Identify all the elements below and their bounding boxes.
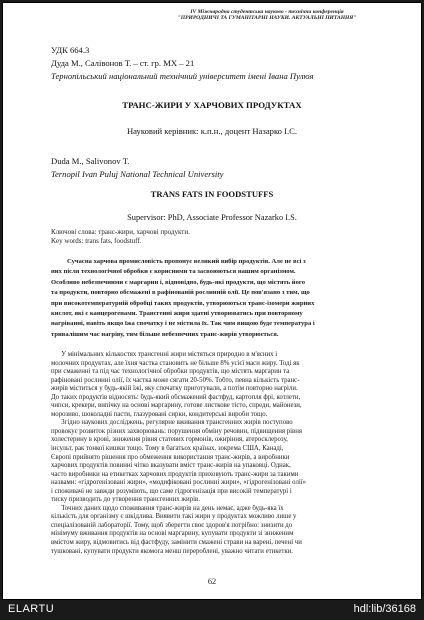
title-en: TRANS FATS IN FOODSTUFFS <box>150 189 274 199</box>
body-line: Європі прийнято рішення про обмеження використання транс-жирів, а виробники <box>51 453 290 461</box>
abstract-line: них після технологічної обробки є корисними та засвоюються нашим організмом. <box>51 268 296 276</box>
supervisor-ua: Науковий керівник: к.п.н., доцент Назарко І.С. <box>126 126 298 136</box>
body-line: До таких продуктів відносять: будь-який обсмажений фастфуд, картопля фрі, котлети, <box>51 393 301 401</box>
body-line: кількість для організму є шкідлива. Виявити такі жири у продуктах можливо лише у <box>51 513 297 521</box>
udc-code: УДК 664.3 <box>51 45 90 55</box>
institution-ua: Тернопільський національний технічний університет імені Івана Пулюя <box>51 71 314 81</box>
abstract-paragraph <box>51 257 399 340</box>
body-line: інсульт, рак тонкої кишки тощо. Тому в багатьох країнах, зокрема США, Канаді, <box>51 445 284 453</box>
body-line: чипси, крекери, випічку на основі маргарину, готове листкове тісто, спреди, майонези, <box>51 402 302 410</box>
body-line: вмістом жиру, відмовитись від фастфуду, замінити смажені страви на варені, печені чи <box>51 539 302 547</box>
body-line: Точних даних щодо споживання транс-жирів на день немає, адже будь-яка їх <box>51 504 284 512</box>
body-line: рафіновані рослинні олії, їх частка може сягати 20-50%. Тобто, певна кількість транс- <box>51 376 300 384</box>
repository-label: ELARTU <box>8 603 55 615</box>
body-line: У мінімальних кількостях трансгенні жири містяться природно в м'ясних і <box>51 351 278 358</box>
body-line: назвами: «гідрогенізовані жири», «модифіковані рослинні жири», «гідрогенізовані олії» <box>51 479 307 487</box>
keywords-ua: Ключові слова: транс-жири, харчові продукти. <box>51 228 190 236</box>
body-line: молочних продуктах, але їхня частка становить не більше 8% усієї маси жиру. Тоді як <box>51 359 300 367</box>
body-line: Згідно наукових досліджень, регулярне вживання трансгенних жирів поступово <box>51 419 293 427</box>
conference-line-1: IV Міжнародна студентська науково - технічна конференція <box>190 9 344 15</box>
conference-line-2: "ПРИРОДНИЧІ ТА ГУМАНІТАРНІ НАУКИ. АКТУАЛЬНІ ПИТАННЯ" <box>177 15 357 22</box>
body-line: жирів міститься у будь-якій їжі, яку спочатку приготували, а потім повторно нагріли. <box>51 385 298 393</box>
abstract-line: нагріванні, навіть якщо їжа спочатку і не містила їх. Так чим вищою буде температура і <box>51 320 315 328</box>
authors-ua: Дуда М., Салівонов Т. – ст. гр. МХ – 21 <box>51 58 195 68</box>
document-page <box>2 2 422 600</box>
body-line: часто виробники на етикетках харчових продуктів приховують транс-жири за такими <box>51 470 299 478</box>
abstract-line: тривалішим час нагріву, тим більше небезпечних транс-жирів утворюється. <box>51 330 279 338</box>
abstract-line: кислот, які є канцерогенами. Трансгенні жири здатні утворюватись при повторному <box>51 310 303 318</box>
body-line: спеціалізованій лабораторії. Тому, щоб зберегти своє здоров'я потрібно: знизити до <box>51 521 293 529</box>
page-number: 62 <box>207 577 217 586</box>
body-line: холестерину в крові, зниження рівня статевих гормонів, ожиріння, атеросклерозу, <box>51 436 288 444</box>
authors-en: Duda M., Salivonov T. <box>51 156 130 166</box>
body-line: тиску призводить до утворення трансгенних жирів. <box>51 496 200 504</box>
handle-link[interactable]: hdl:lib/36168 <box>353 603 416 615</box>
body-line: морозиво, шоколадні пасти, глазуровані сирки, кондитерські вироби тощо. <box>51 410 268 418</box>
body-line: провокує розвиток різних захворювань: порушення обміну речовин, підвищення рівня <box>51 427 302 435</box>
keywords-en: Key words: trans fats, foodstuff. <box>51 237 142 245</box>
body-text <box>51 351 399 556</box>
body-line: мінімуму вживання продуктів на основі маргарину, купувати продукти зі зниженим <box>51 530 294 538</box>
conference-header <box>137 9 397 22</box>
body-line: тушковані, купувати продукти якомога менш перероблені, уважно читати етикетки. <box>51 547 293 555</box>
supervisor-en: Supervisor: PhD, Associate Professor Nazarko I.S. <box>127 213 297 222</box>
abstract-line: Особливо небезпечними є маргарин і, відповідно, будь-які продукти, що містять його <box>51 278 306 286</box>
body-line: при смаженні та під час технологічної обробки продуктів, що містять маргарин та <box>51 368 290 376</box>
abstract-line: та продукти, повторно обсмажені в рафінованій рослинній олії. Це пов'язано з тим, що <box>51 289 310 297</box>
body-line: харчових продуктів повинні чітко вказувати вміст транс-жирів на упаковці. Однак, <box>51 462 291 470</box>
title-ua: ТРАНС-ЖИРИ У ХАРЧОВИХ ПРОДУКТАХ <box>122 100 302 110</box>
abstract-line: Сучасна харчова промисловість пропонує великий вибір продуктів. Але не всі з <box>67 258 306 265</box>
body-line: і споживачі не завжди розуміють, що саме гідрогенізація при високій температурі і <box>51 487 292 495</box>
abstract-line: при високотемпературній обробці таких продуктів, утворюються транс-ізомери жирних <box>51 299 315 307</box>
institution-en: Ternopil Ivan Puluj National Technical University <box>51 169 224 179</box>
